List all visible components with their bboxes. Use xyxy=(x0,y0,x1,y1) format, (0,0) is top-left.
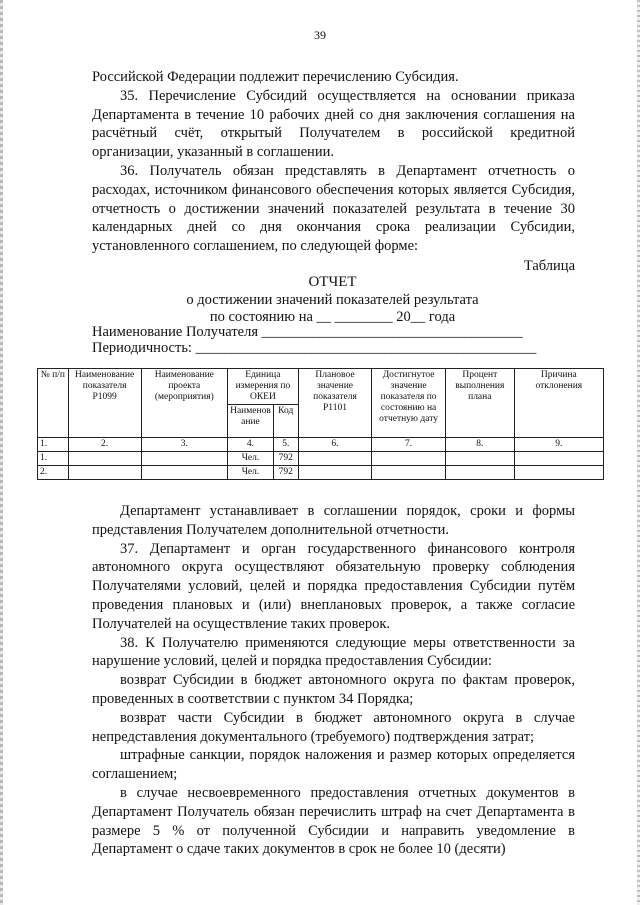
table-header-row xyxy=(38,369,604,405)
header-project: Наименование проекта (мероприятия) xyxy=(141,369,228,438)
row-unit-name: Чел. xyxy=(228,452,274,466)
report-table xyxy=(37,368,604,480)
header-planned: Плановое значение показателя Р1101 xyxy=(298,369,372,438)
paragraph-35: 35. Перечисление Субсидий осуществляется на основании приказа Департамента в течение 10 рабочих дней со дня заключения соглашения на расчётный счёт, открытый Получателем в российской кредитной организации, указанный в соглашении. xyxy=(92,87,575,161)
cell-empty xyxy=(514,466,603,480)
header-unit: Единица измерения по ОКЕИ xyxy=(228,369,299,405)
cell-empty xyxy=(445,466,514,480)
header-unit-code: Код xyxy=(273,405,298,438)
report-title: ОТЧЕТ xyxy=(308,274,357,290)
table-row xyxy=(38,466,604,480)
text-block-bottom xyxy=(92,502,575,859)
page-number: 39 xyxy=(314,28,326,42)
periodicity-line: Периодичность: _______________________________________________ xyxy=(92,340,537,356)
col-number: 2. xyxy=(68,438,141,452)
header-achieved: Достигнутое значение показателя по состоянию на отчетную дату xyxy=(372,369,446,438)
col-number: 6. xyxy=(298,438,372,452)
col-number: 3. xyxy=(141,438,228,452)
cell-empty xyxy=(514,452,603,466)
header-percent: Процент выполнения плана xyxy=(445,369,514,438)
paragraph-after-table: Департамент устанавливает в соглашении порядок, сроки и формы представления Получателем дополнительной отчетности. xyxy=(92,503,575,538)
report-subtitle: о достижении значений показателей результата xyxy=(186,292,479,308)
cell-empty xyxy=(141,452,228,466)
row-unit-name: Чел. xyxy=(228,466,274,480)
col-number: 1. xyxy=(38,438,69,452)
cell-empty xyxy=(445,452,514,466)
cell-empty xyxy=(141,466,228,480)
row-unit-code: 792 xyxy=(273,452,298,466)
table-label: Таблица xyxy=(523,258,575,274)
cell-empty xyxy=(298,452,372,466)
col-number: 8. xyxy=(445,438,514,452)
measure-item-3: штрафные санкции, порядок наложения и размер которых определяется соглашением; xyxy=(92,747,575,783)
col-number: 7. xyxy=(372,438,446,452)
cell-empty xyxy=(68,452,141,466)
cell-empty xyxy=(372,452,446,466)
measure-item-4: в случае несвоевременного предоставления отчетных документов в Департамент Получатель обязан перечислить штраф на счет Департамента в размере 5 % от полученной Субсидии и направить уведомление в Департамент о сдаче таких документов в срок не более 10 (десяти) xyxy=(92,784,575,858)
table-row xyxy=(38,452,604,466)
text-block-top xyxy=(92,68,575,256)
col-number: 5. xyxy=(273,438,298,452)
measure-item-2: возврат части Субсидии в бюджет автономного округа в случае непредставления документального (требуемого) подтверждения затрат; xyxy=(92,709,575,745)
header-num: № п/п xyxy=(38,369,69,438)
header-unit-name: Наименов ание xyxy=(228,405,274,438)
cell-empty xyxy=(68,466,141,480)
paragraph-top: Российской Федерации подлежит перечислению Субсидия. xyxy=(92,69,459,85)
cell-empty xyxy=(372,466,446,480)
header-reason: Причина отклонения xyxy=(514,369,603,438)
measure-item-1: возврат Субсидии в бюджет автономного округа по фактам проверок, проведенных в соответствии с пунктом 34 Порядка; xyxy=(92,672,575,707)
row-unit-code: 792 xyxy=(273,466,298,480)
report-date-line: по состоянию на __ ________ 20__ года xyxy=(209,309,456,325)
paragraph-36: 36. Получатель обязан представлять в Департамент отчетность о расходах, источником финансового обеспечения которых является Субсидия, отчетность о достижении значений показателей результата в течение 30 календарных дней со дня окончания срока реализации Субсидии, установленного соглашением, по следующей форме: xyxy=(92,162,575,255)
scan-edge-left xyxy=(0,0,3,905)
table-column-numbers-row xyxy=(38,438,604,452)
cell-empty xyxy=(298,466,372,480)
header-indicator: Наименование показателя Р1099 xyxy=(68,369,141,438)
row-num: 1. xyxy=(38,452,69,466)
paragraph-37: 37. Департамент и орган государственного финансового контроля автономного округа осуществляют обязательную проверку соблюдения Получателями условий, целей и порядка предоставления Субсидии путём проведения плановых и (или) внеплановых проверок, а также согласие Получателей на осуществление таких проверок. xyxy=(92,540,575,632)
recipient-line: Наименование Получателя ____________________________________ xyxy=(92,324,523,340)
paragraph-38: 38. К Получателю применяются следующие меры ответственности за нарушение условий, целей и порядка предоставления Субсидии: xyxy=(92,634,575,670)
col-number: 4. xyxy=(228,438,274,452)
row-num: 2. xyxy=(38,466,69,480)
col-number: 9. xyxy=(514,438,603,452)
